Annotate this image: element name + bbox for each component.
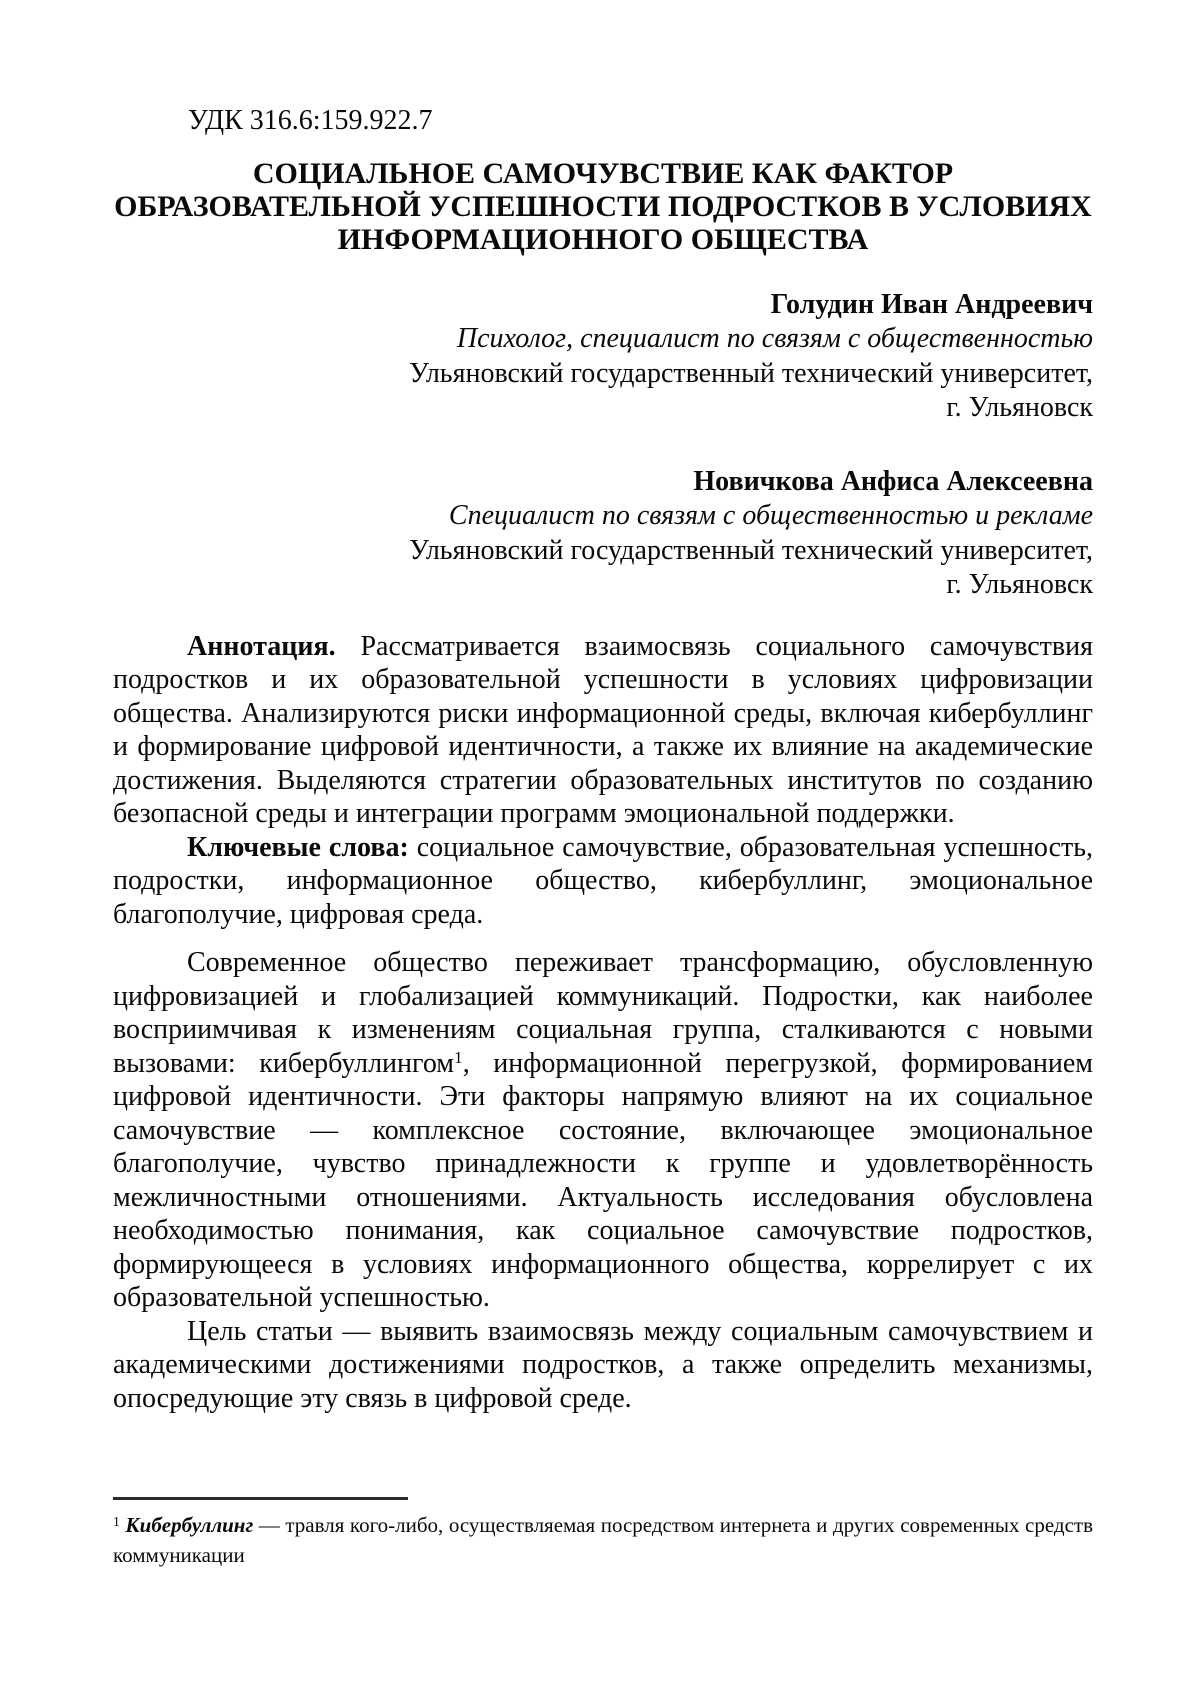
author-block-2	[113, 465, 1093, 603]
footnote-term: Кибербуллинг	[125, 1513, 254, 1537]
author-2-organization: Ульяновский государственный технический университет,	[409, 534, 1093, 566]
author-2-city: г. Ульяновск	[946, 569, 1093, 600]
keywords-text: социальное самочувствие, образовательная успешность, подростки, информационное общество, кибербуллинг, эмоциональное благополучие, цифровая среда.	[113, 831, 1093, 930]
body-paragraph-1	[113, 946, 1093, 1315]
author-block-1	[113, 288, 1093, 426]
body-paragraph-2: Цель статьи — выявить взаимосвязь между социальным самочувствием и академическими достижениями подростков, а также определить механизмы, опосредующие эту связь в цифровой среде.	[113, 1315, 1093, 1414]
author-1-name: Голудин Иван Андреевич	[770, 288, 1093, 320]
udc-code: УДК 316.6:159.922.7	[188, 105, 433, 136]
article-title-line-3: ИНФОРМАЦИОННОГО ОБЩЕСТВА	[337, 222, 869, 256]
abstract-label: Аннотация.	[187, 630, 336, 662]
body-paragraph-1-text-after: , информационной перегрузкой, формированием цифровой идентичности. Эти факторы напрямую влияют на их социальное самочувствие — комплексное состояние, включающее эмоциональное благополучие, чувство принадлежности к группе и удовлетворённость межличностными отношениями. Актуальность исследования обусловлена необходимостью понимания, как социальное самочувствие подростков, формирующееся в условиях информационного общества, коррелирует с их образовательной успешностью.	[113, 1047, 1094, 1313]
article-title	[113, 157, 1093, 256]
footnote-text: — травля кого-либо, осуществляемая посредством интернета и других современных средств коммуникации	[113, 1513, 1093, 1567]
keywords-label: Ключевые слова:	[187, 831, 409, 863]
article-title-line-2: ОБРАЗОВАТЕЛЬНОЙ УСПЕШНОСТИ ПОДРОСТКОВ В УСЛОВИЯХ	[114, 189, 1092, 223]
author-1-organization: Ульяновский государственный технический университет,	[409, 357, 1093, 389]
author-2-role: Специалист по связям с общественностью и рекламе	[448, 500, 1093, 531]
keywords-paragraph	[113, 831, 1093, 932]
body-paragraph-1-text-before: Современное общество переживает трансформацию, обусловленную цифровизацией и глобализацией коммуникаций. Подростки, как наиболее восприимчивая к изменениям социальная группа, сталкиваются с новыми вызовами: кибербуллингом	[113, 947, 1093, 1079]
author-1-city: г. Ульяновск	[946, 392, 1093, 423]
abstract-text: Рассматривается взаимосвязь социального самочувствия подростков и их образовательной успешности в условиях цифровизации общества. Анализируются риски информационной среды, включая кибербуллинг и формирование цифровой идентичности, а также их влияние на академические достижения. Выделяются стратегии образовательных институтов по созданию безопасной среды и интеграции программ эмоциональной поддержки.	[113, 630, 1093, 829]
footnote-area	[113, 1497, 1093, 1570]
footnote-marker: 1	[113, 1513, 120, 1529]
article-title-line-1: СОЦИАЛЬНОЕ САМОЧУВСТВИЕ КАК ФАКТОР	[252, 156, 954, 190]
footnote-paragraph	[113, 1510, 1093, 1570]
author-2-name: Новичкова Анфиса Алексеевна	[693, 465, 1093, 497]
footnote-separator-rule	[113, 1497, 408, 1500]
author-1-role: Психолог, специалист по связям с общественностью	[456, 323, 1093, 354]
footnote-reference-superscript: 1	[454, 1047, 463, 1067]
abstract-paragraph	[113, 630, 1093, 831]
